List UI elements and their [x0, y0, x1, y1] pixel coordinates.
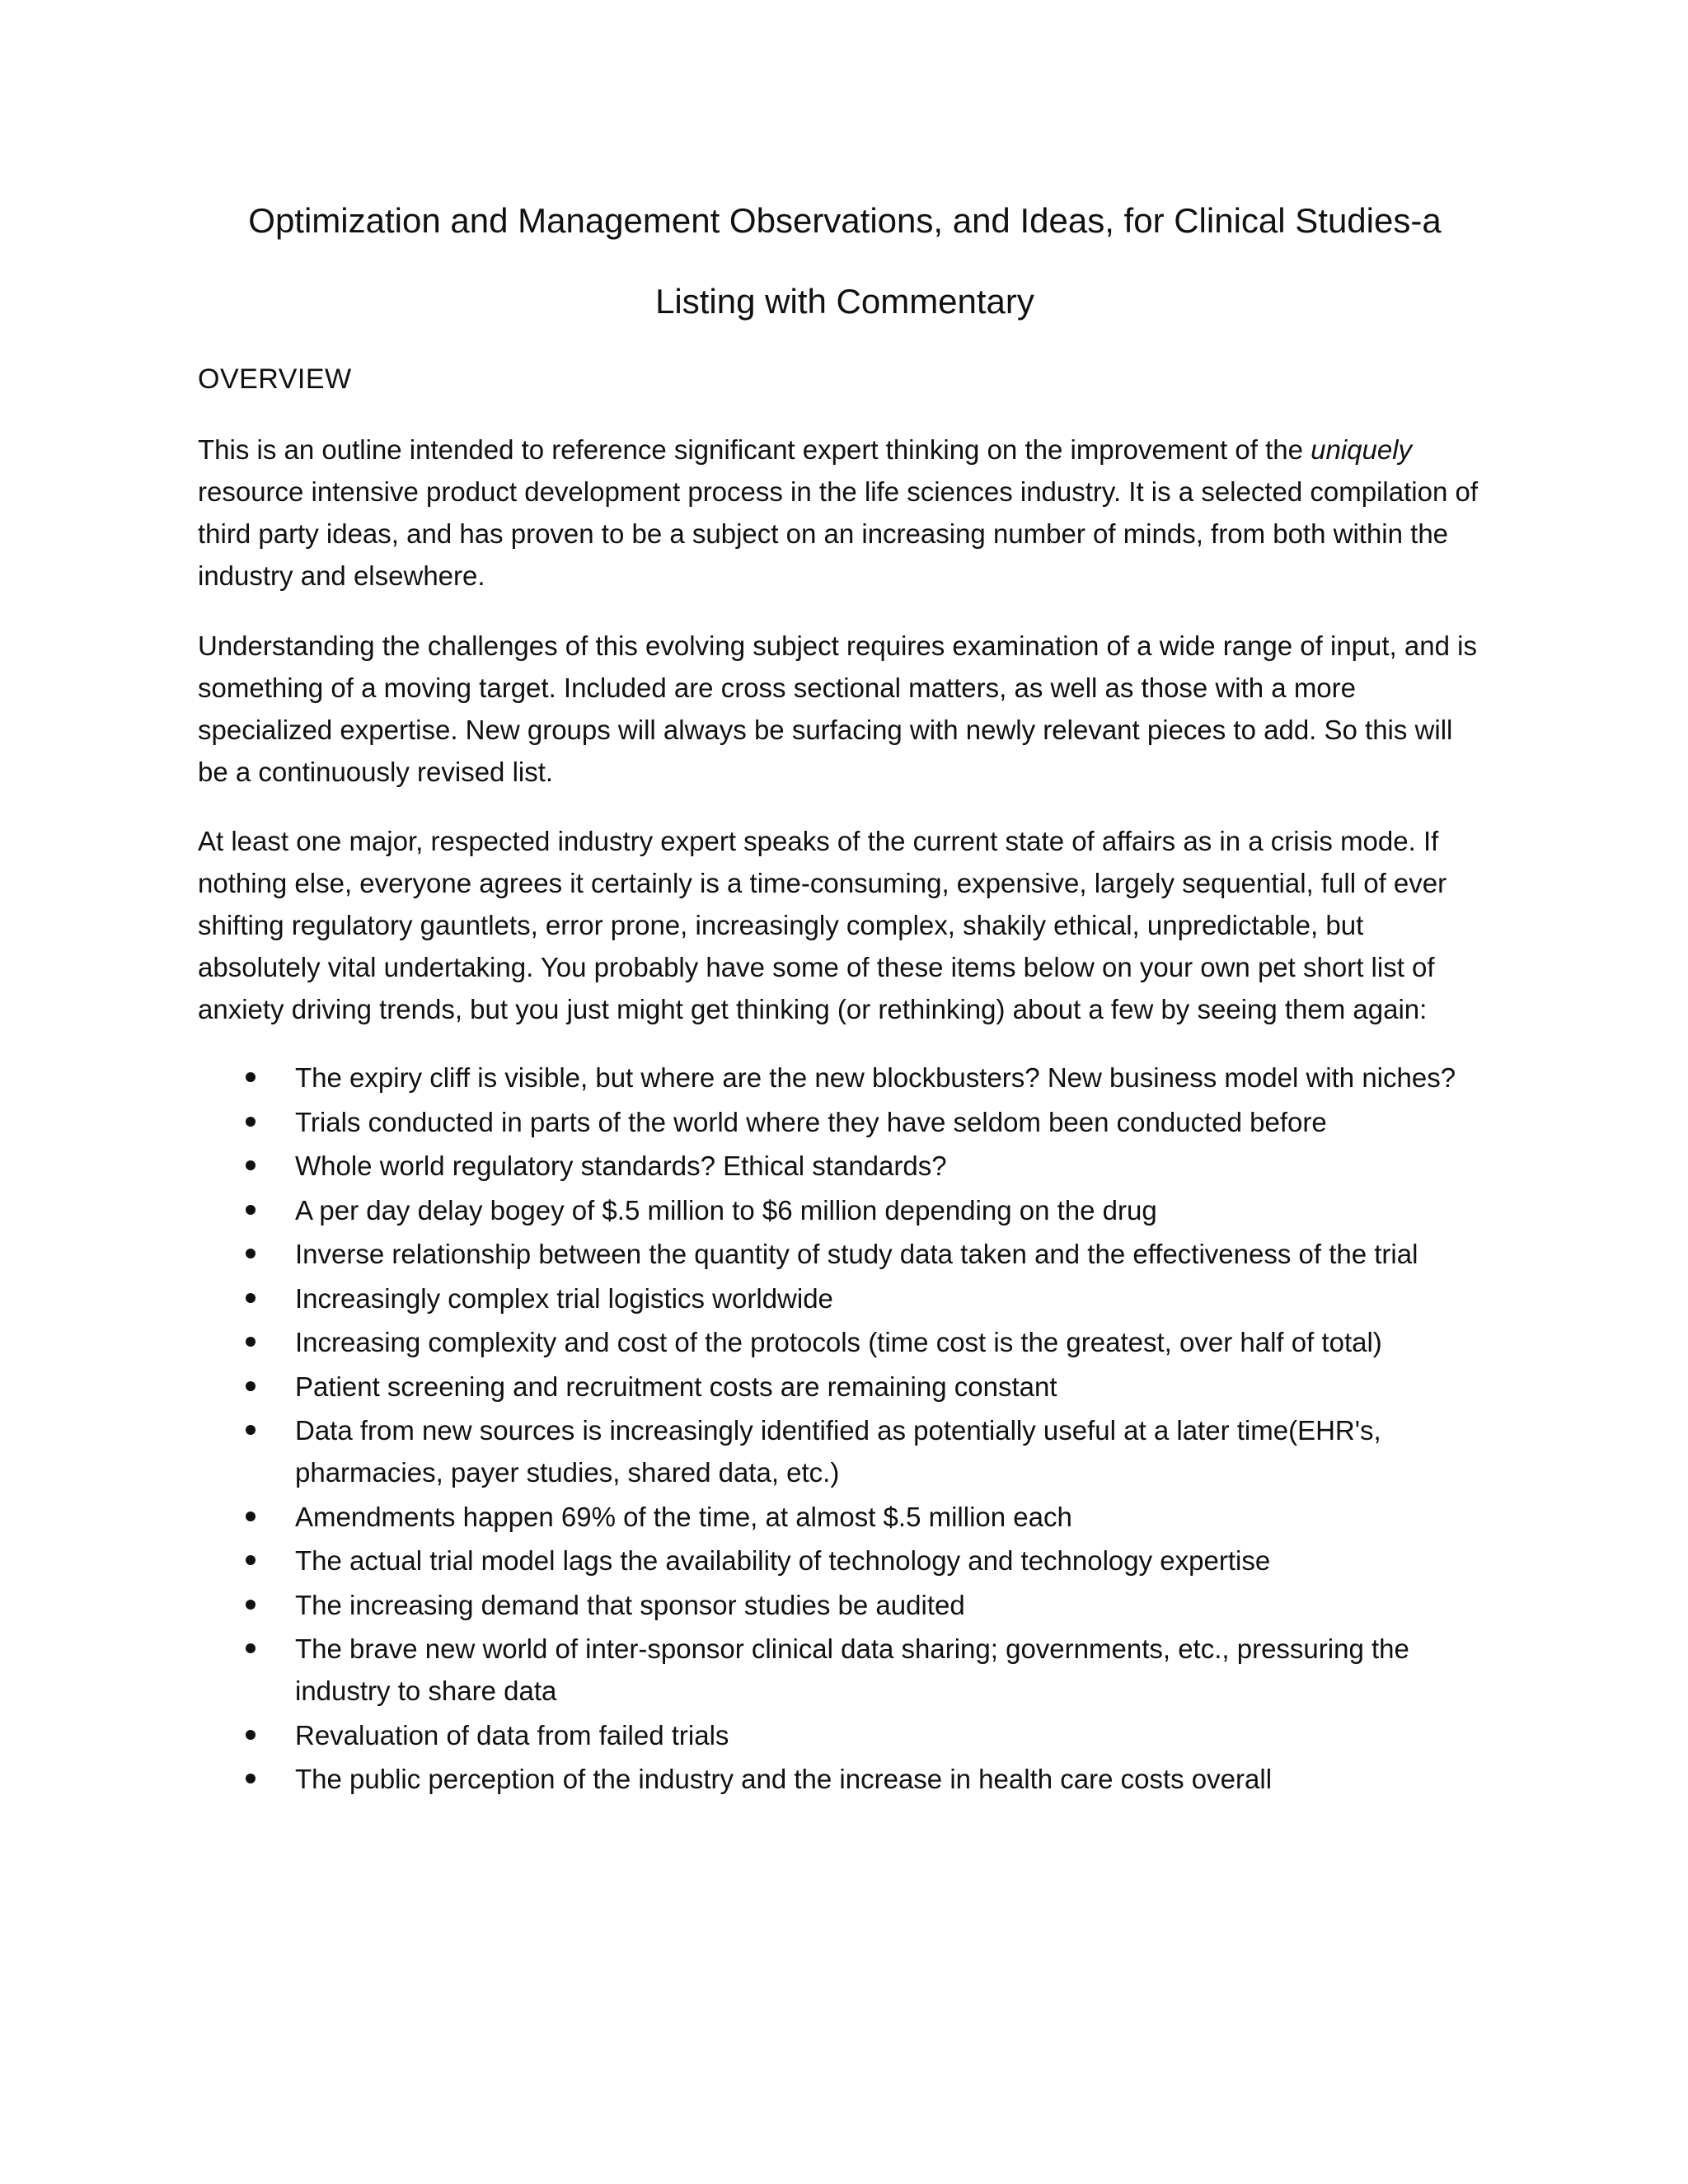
list-item — [198, 1189, 1500, 1231]
list-item-text: Amendments happen 69% of the time, at almost $.5 million each — [295, 1501, 1072, 1532]
list-item-text: Revaluation of data from failed trials — [295, 1719, 729, 1750]
bullet-icon — [246, 1555, 256, 1565]
bullet-icon — [246, 1643, 256, 1653]
section-heading-overview: OVERVIEW — [198, 363, 352, 395]
bullet-icon — [246, 1205, 256, 1215]
paragraph-crisis: At least one major, respected industry expert speaks of the current state of affairs as in a crisis mode. If nothing else, everyone agrees it certainly is a time-consuming, expensive, largely sequential, full of ever shifting regulatory gauntlets, error prone, increasingly complex, shakily ethical, unpredictable, but absolutely vital undertaking. You probably have some of these items below on your own pet short list of anxiety driving trends, but you just might get thinking (or rethinking) about a few by seeing them again: — [198, 826, 1447, 1024]
list-item — [198, 1101, 1500, 1143]
list-item-text: The brave new world of inter-sponsor clinical data sharing; governments, etc., pressuring the industry to share data — [295, 1633, 1409, 1706]
list-item — [198, 1628, 1500, 1712]
bullet-icon — [246, 1381, 256, 1391]
paragraph-intro — [198, 429, 1484, 597]
bullet-icon — [246, 1337, 256, 1347]
list-item-text: The increasing demand that sponsor studies be audited — [295, 1589, 965, 1620]
bullet-icon — [246, 1730, 256, 1740]
list-item-text: The public perception of the industry and the increase in health care costs overall — [295, 1764, 1273, 1794]
bullet-icon — [246, 1117, 256, 1127]
list-item — [198, 1277, 1500, 1319]
list-item-text: Increasingly complex trial logistics worldwide — [295, 1282, 833, 1314]
bullet-icon — [246, 1160, 256, 1170]
bullet-icon — [246, 1511, 256, 1521]
list-item-text: Trials conducted in parts of the world where they have seldom been conducted before — [295, 1106, 1327, 1137]
list-item-text: Inverse relationship between the quantity of study data taken and the effectiveness of the trial — [295, 1239, 1418, 1269]
list-item — [198, 1714, 1500, 1756]
bullet-icon — [246, 1293, 256, 1303]
list-item-text: The expiry cliff is visible, but where are the new blockbusters? New business model with niches? — [295, 1062, 1456, 1093]
list-item-text: The actual trial model lags the availability of technology and technology expertise — [295, 1545, 1271, 1576]
bullet-icon — [246, 1072, 256, 1082]
list-item — [198, 1584, 1500, 1626]
list-item-text: A per day delay bogey of $.5 million to $6 million depending on the drug — [295, 1194, 1157, 1226]
list-item — [198, 1496, 1500, 1538]
list-item — [198, 1233, 1500, 1275]
list-item-text: Whole world regulatory standards? Ethical standards? — [295, 1151, 947, 1181]
bullet-icon — [246, 1249, 256, 1258]
document-title-line-1: Optimization and Management Observations, and Ideas, for Clinical Studies-a — [248, 201, 1442, 240]
bullet-icon — [246, 1774, 256, 1783]
list-item-text: Data from new sources is increasingly identified as potentially useful at a later time(EHR's, pharmacies, payer studies, shared data, etc.) — [295, 1415, 1381, 1488]
trend-bullet-list — [198, 1057, 1500, 1802]
list-item — [198, 1057, 1500, 1099]
list-item — [198, 1758, 1500, 1800]
list-item-text: Patient screening and recruitment costs are remaining constant — [295, 1371, 1057, 1402]
list-item — [198, 1145, 1500, 1187]
list-item — [198, 1321, 1500, 1363]
list-item — [198, 1409, 1500, 1493]
paragraph-intro-end: resource intensive product development process in the life sciences industry. It is a selected compilation of third party ideas, and has proven to be a subject on an increasing number of minds, from both within the industry and elsewhere. — [198, 476, 1479, 591]
paragraph-intro-start: This is an outline intended to reference significant expert thinking on the improvement of the — [198, 434, 1311, 465]
paragraph-understanding: Understanding the challenges of this evolving subject requires examination of a wide range of input, and is something of a moving target. Included are cross sectional matters, as well as those with a more specialized expertise. New groups will always be surfacing with newly relevant pieces to add. So this will be a continuously revised list. — [198, 630, 1477, 787]
list-item-text: Increasing complexity and cost of the protocols (time cost is the greatest, over half of total) — [295, 1327, 1382, 1357]
bullet-icon — [246, 1425, 256, 1435]
document-title-line-2: Listing with Commentary — [655, 282, 1034, 321]
paragraph-intro-italic: uniquely — [1311, 434, 1413, 465]
bullet-icon — [246, 1600, 256, 1610]
list-item — [198, 1366, 1500, 1408]
list-item — [198, 1540, 1500, 1582]
